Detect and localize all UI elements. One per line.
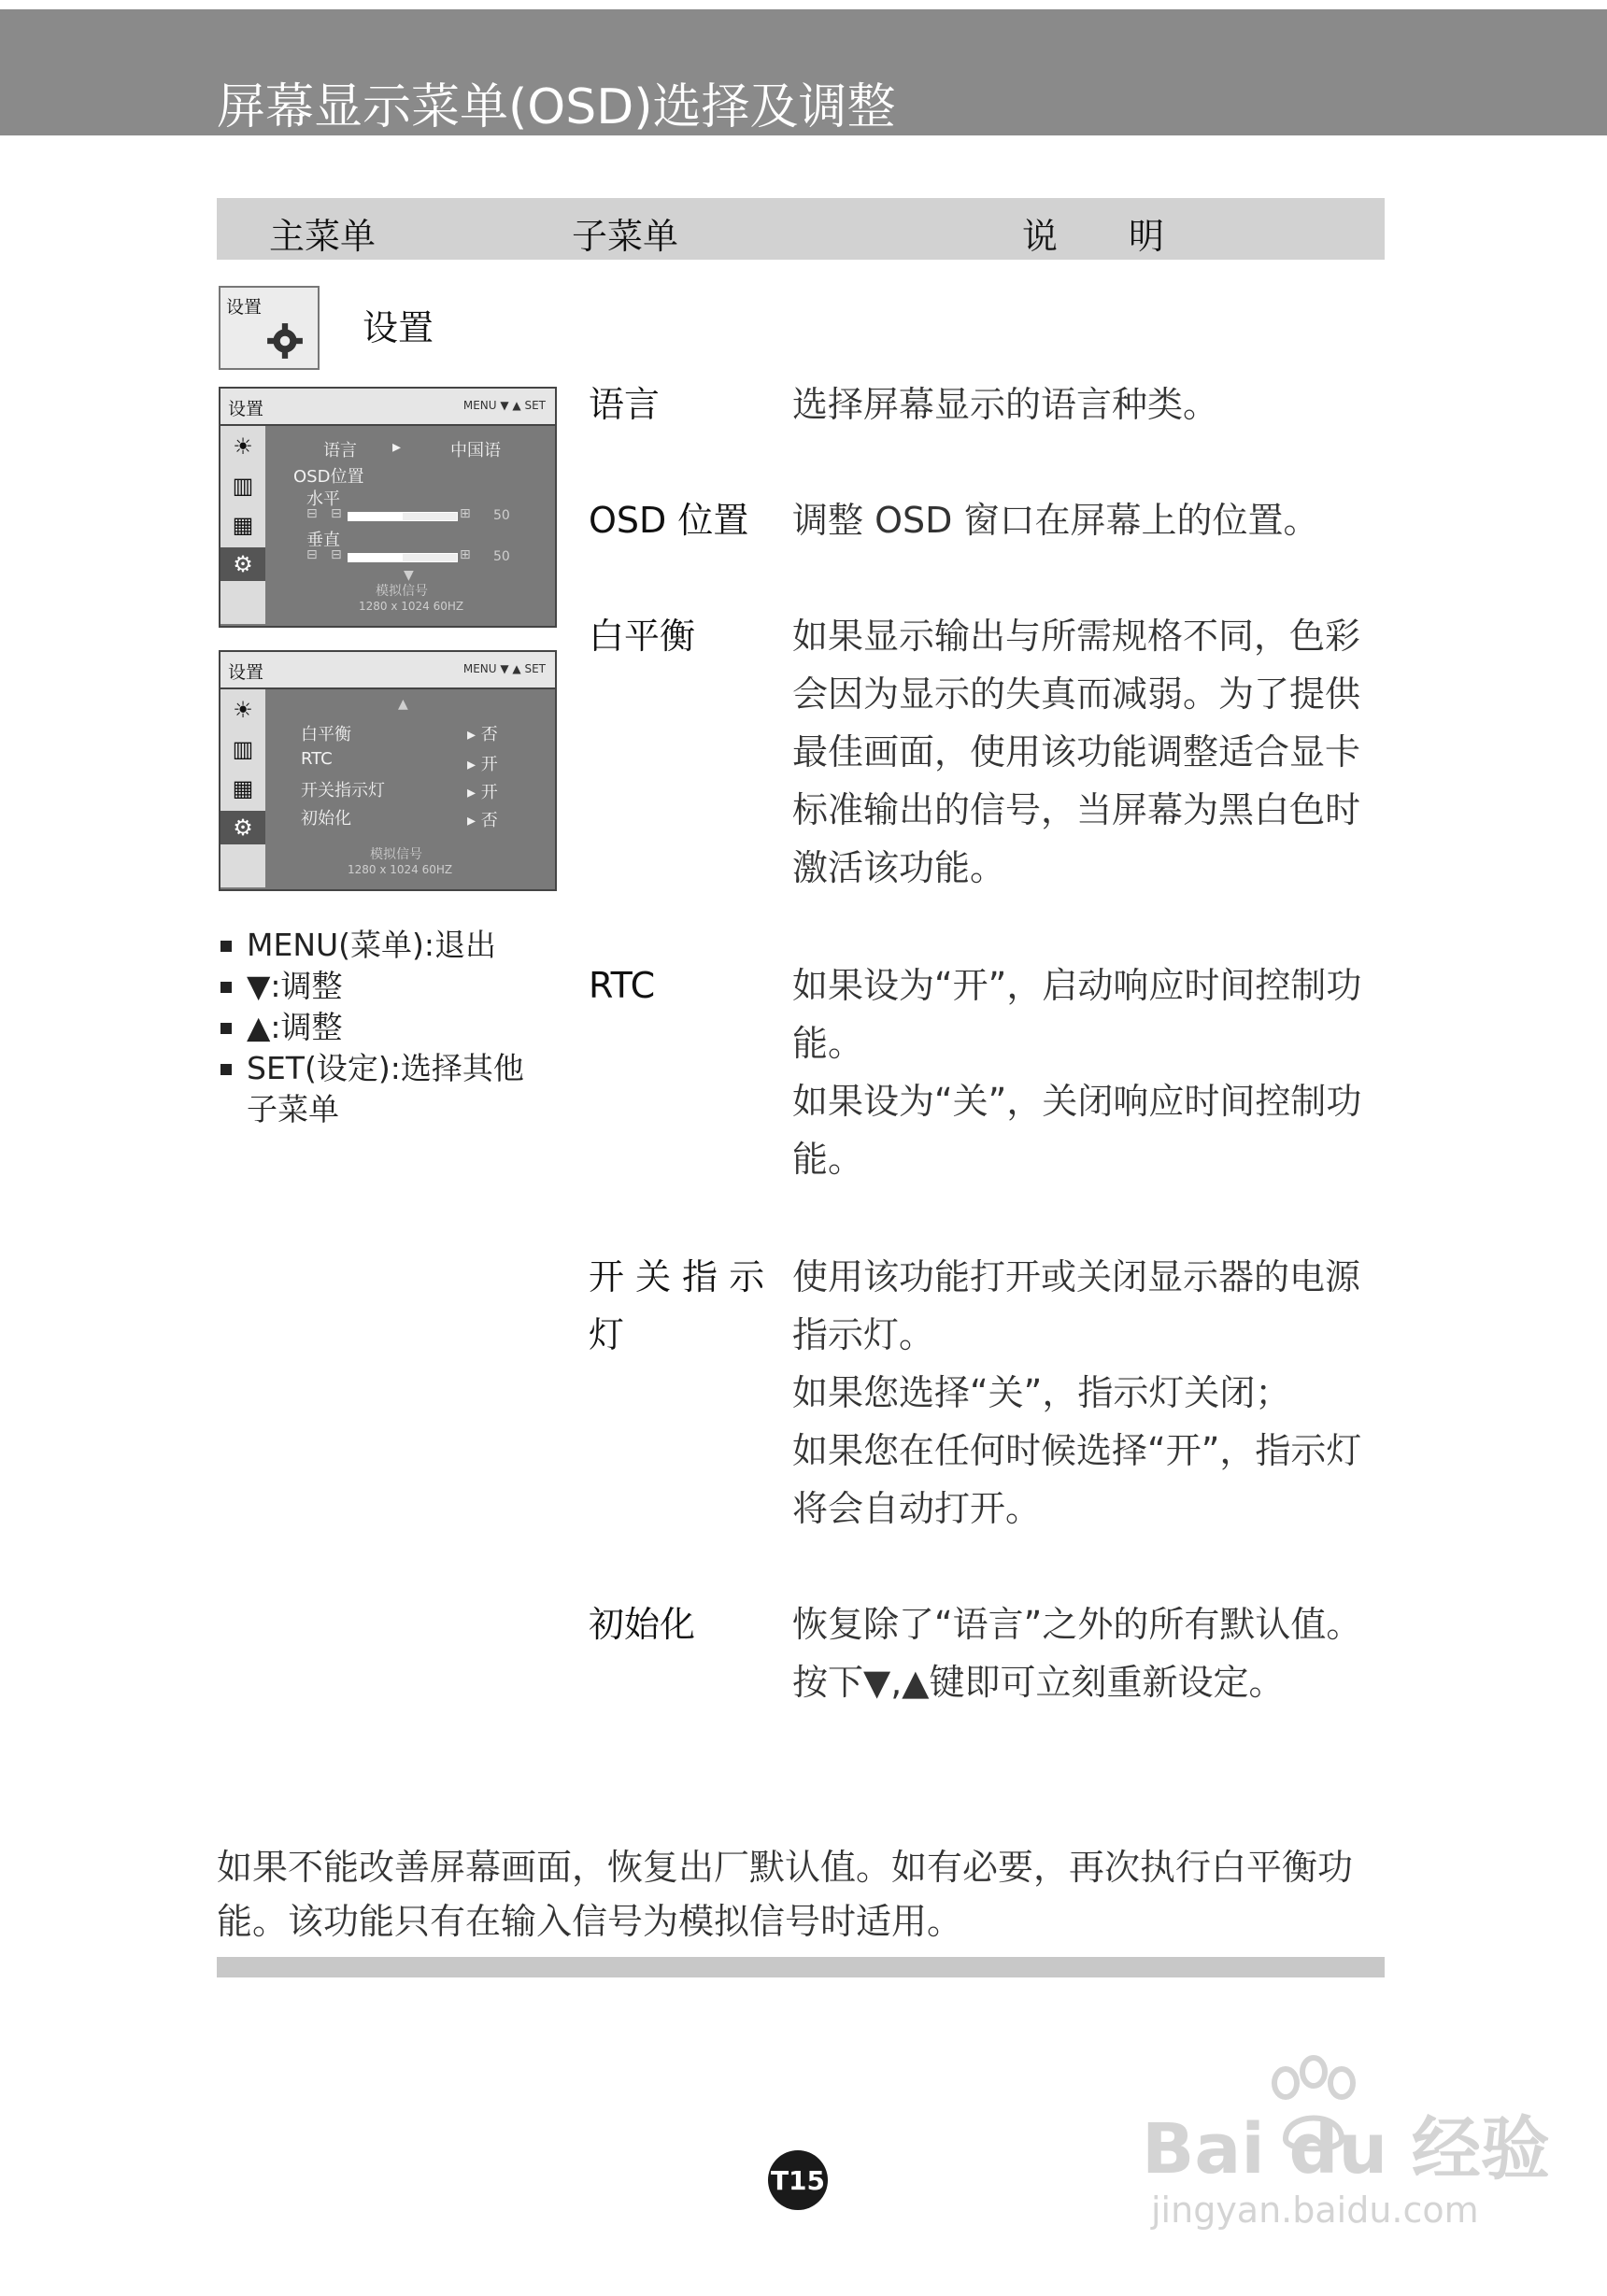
osd-signal-label: 模拟信号 [376, 584, 428, 599]
plus-icon: ⊞ [460, 547, 471, 562]
column-header-bar [217, 198, 1385, 260]
description-line: 如果显示输出与所需规格不同，色彩会因为显示的失真而减弱。为了提供最佳画面，使用该功能调整适合显卡标准输出的信号，当屏幕为黑白色时激活该功能。 [792, 616, 1361, 888]
page-header [0, 9, 1607, 135]
osd-vertical-value: 50 [493, 549, 510, 564]
osd-signal-label: 模拟信号 [370, 847, 422, 862]
description-white-balance [792, 607, 1390, 897]
osd-horizontal-label: 水平 [306, 489, 340, 509]
vertical-slider [348, 553, 458, 562]
submenu-osd-position: OSD 位置 [589, 500, 749, 541]
osd-title: 设置 [228, 399, 264, 419]
horizontal-slider [348, 512, 458, 521]
description-rtc [792, 957, 1390, 1188]
watermark-brand: Bai du 经验 [1142, 2109, 1550, 2190]
osd-item-label: 白平衡 [301, 725, 351, 744]
osd-item-value: ▸ 开 [467, 783, 498, 802]
osd-item-label: 开关指示灯 [301, 781, 385, 801]
up-arrow-icon: ▲ [398, 697, 408, 712]
submenu-power-indicator: 开 关 指 示 灯 [589, 1256, 765, 1355]
gear-icon [265, 321, 305, 361]
osd-resolution: 1280 x 1024 60HZ [348, 863, 453, 876]
osd-item-label: 初始化 [301, 809, 351, 829]
description-line: 如果设为“开”，启动响应时间控制功能。 [792, 965, 1362, 1064]
description-line: 按下▼,▲键即可立刻重新设定。 [792, 1662, 1285, 1703]
description-line: 恢复除了“语言”之外的所有默认值。 [792, 1604, 1362, 1645]
column-description: 说 明 [1022, 216, 1165, 257]
page-number: T15 [768, 2150, 828, 2210]
osd-language-arrow: ▸ [392, 437, 402, 457]
osd-title: 设置 [228, 662, 264, 683]
osd-sidebar [220, 426, 265, 624]
osd-item-value: ▸ 否 [467, 811, 498, 830]
tracking-icon: ▦ [232, 512, 254, 538]
settings-menu-icon [219, 286, 320, 370]
osd-item-label: RTC [301, 749, 333, 769]
color-icon: ▥ [232, 736, 254, 762]
description-line: 如果您选择“关”，指示灯关闭； [792, 1372, 1291, 1413]
minus-icon: ⊟ [306, 506, 318, 521]
osd-title-bar [220, 389, 555, 426]
brightness-icon: ☀ [233, 697, 253, 723]
osd-item-value: ▸ 开 [467, 755, 498, 774]
legend-item: SET(设定):选择其他 [220, 1048, 524, 1089]
osd-controls: MENU ▼ ▲ SET [462, 662, 546, 675]
submenu-language: 语言 [589, 384, 661, 425]
minus-icon: ⊟ [331, 506, 342, 521]
osd-item-value: ▸ 否 [467, 725, 498, 744]
tracking-icon: ▦ [232, 775, 254, 801]
vertical-slider-fill [348, 554, 403, 561]
legend-item: ▲:调整 [220, 1007, 524, 1048]
osd-screen-settings-1 [219, 387, 557, 628]
menu-name: 设置 [363, 307, 434, 348]
settings-icon-label: 设置 [226, 297, 263, 318]
osd-sidebar [220, 689, 265, 887]
osd-controls: MENU ▼ ▲ SET [462, 399, 546, 412]
description-line: 使用该功能打开或关闭显示器的电源指示灯。 [792, 1256, 1361, 1355]
osd-resolution: 1280 x 1024 60HZ [359, 600, 464, 613]
legend-item: ▼:调整 [220, 966, 524, 1007]
plus-icon: ⊞ [460, 506, 471, 521]
footnote: 如果不能改善屏幕画面，恢复出厂默认值。如有必要，再次执行白平衡功能。该功能只有在输入信号为模拟信号时适用。 [217, 1847, 1354, 1942]
description-line: 如果设为“关”，关闭响应时间控制功能。 [792, 1081, 1362, 1180]
submenu-white-balance: 白平衡 [589, 616, 696, 657]
osd-screen-settings-2 [219, 650, 557, 891]
horizontal-slider-fill [348, 513, 403, 520]
column-submenu: 子菜单 [572, 216, 679, 257]
color-icon: ▥ [232, 473, 254, 499]
minus-icon: ⊟ [306, 547, 318, 562]
brightness-icon: ☀ [233, 433, 253, 460]
submenu-reset: 初始化 [589, 1604, 696, 1645]
description-osd-position [792, 491, 1390, 549]
description-power-indicator [792, 1248, 1390, 1538]
down-arrow-icon: ▼ [404, 568, 414, 583]
column-main-menu: 主菜单 [269, 216, 377, 257]
baidu-watermark [1138, 2055, 1550, 2251]
minus-icon: ⊟ [331, 547, 342, 562]
osd-vertical-label: 垂直 [306, 531, 340, 550]
description-line: 选择屏幕显示的语言种类。 [792, 384, 1219, 425]
button-legend [220, 925, 524, 1130]
description-line: 如果您在任何时候选择“开”，指示灯将会自动打开。 [792, 1430, 1362, 1529]
legend-item: MENU(菜单):退出 [220, 925, 524, 966]
osd-language-label: 语言 [323, 441, 357, 461]
page-title: 屏幕显示菜单(OSD)选择及调整 [217, 79, 896, 135]
description-line: 调整 OSD 窗口在屏幕上的位置。 [792, 500, 1319, 541]
submenu-rtc: RTC [589, 965, 656, 1006]
osd-horizontal-value: 50 [493, 508, 510, 523]
footer-divider [217, 1957, 1385, 1977]
setup-gear-icon: ⚙ [220, 547, 265, 581]
osd-position-label: OSD位置 [293, 467, 364, 487]
osd-title-bar [220, 652, 555, 689]
description-reset [792, 1595, 1390, 1711]
setup-gear-icon: ⚙ [220, 811, 265, 844]
watermark-url: jingyan.baidu.com [1151, 2190, 1479, 2231]
osd-language-value: 中国语 [450, 441, 501, 461]
description-language [792, 376, 1390, 433]
legend-item-continuation: 子菜单 [247, 1091, 339, 1127]
